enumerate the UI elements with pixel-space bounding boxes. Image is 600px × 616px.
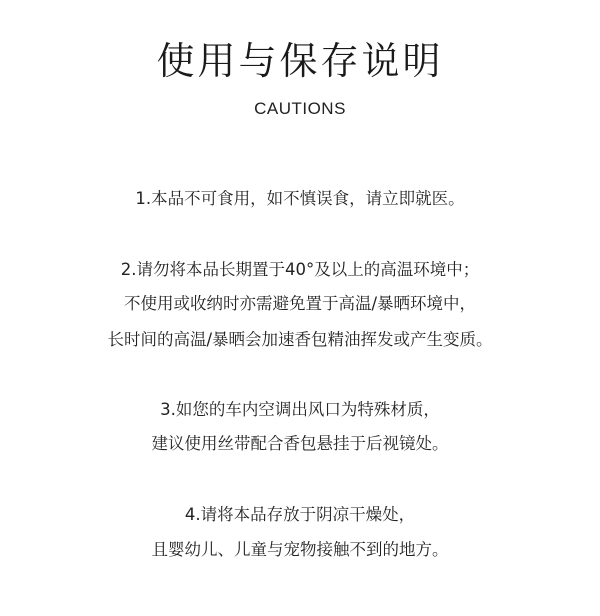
caution-2-line-2: 不使用或收纳时亦需避免置于高温/暴晒环境中， <box>123 294 477 313</box>
page-title: 使用与保存说明 <box>156 39 444 83</box>
caution-2-line-1: 2.请勿将本品长期置于40°及以上的高温环境中； <box>120 260 480 279</box>
caution-3-line-2: 建议使用丝带配合香包悬挂于后视镜处。 <box>151 434 449 453</box>
caution-3-line-1: 3.如您的车内空调出风口为特殊材质， <box>160 400 440 419</box>
caution-2-line-3: 长时间的高温/暴晒会加速香包精油挥发或产生变质。 <box>107 330 493 349</box>
page-subtitle: CAUTIONS <box>254 99 346 118</box>
caution-4-line-2: 且婴幼儿、儿童与宠物接触不到的地方。 <box>151 540 449 559</box>
caution-4-line-1: 4.请将本品存放于阴凉干燥处， <box>184 505 416 524</box>
caution-1-line-1: 1.本品不可食用，如不慎误食，请立即就医。 <box>135 189 465 208</box>
